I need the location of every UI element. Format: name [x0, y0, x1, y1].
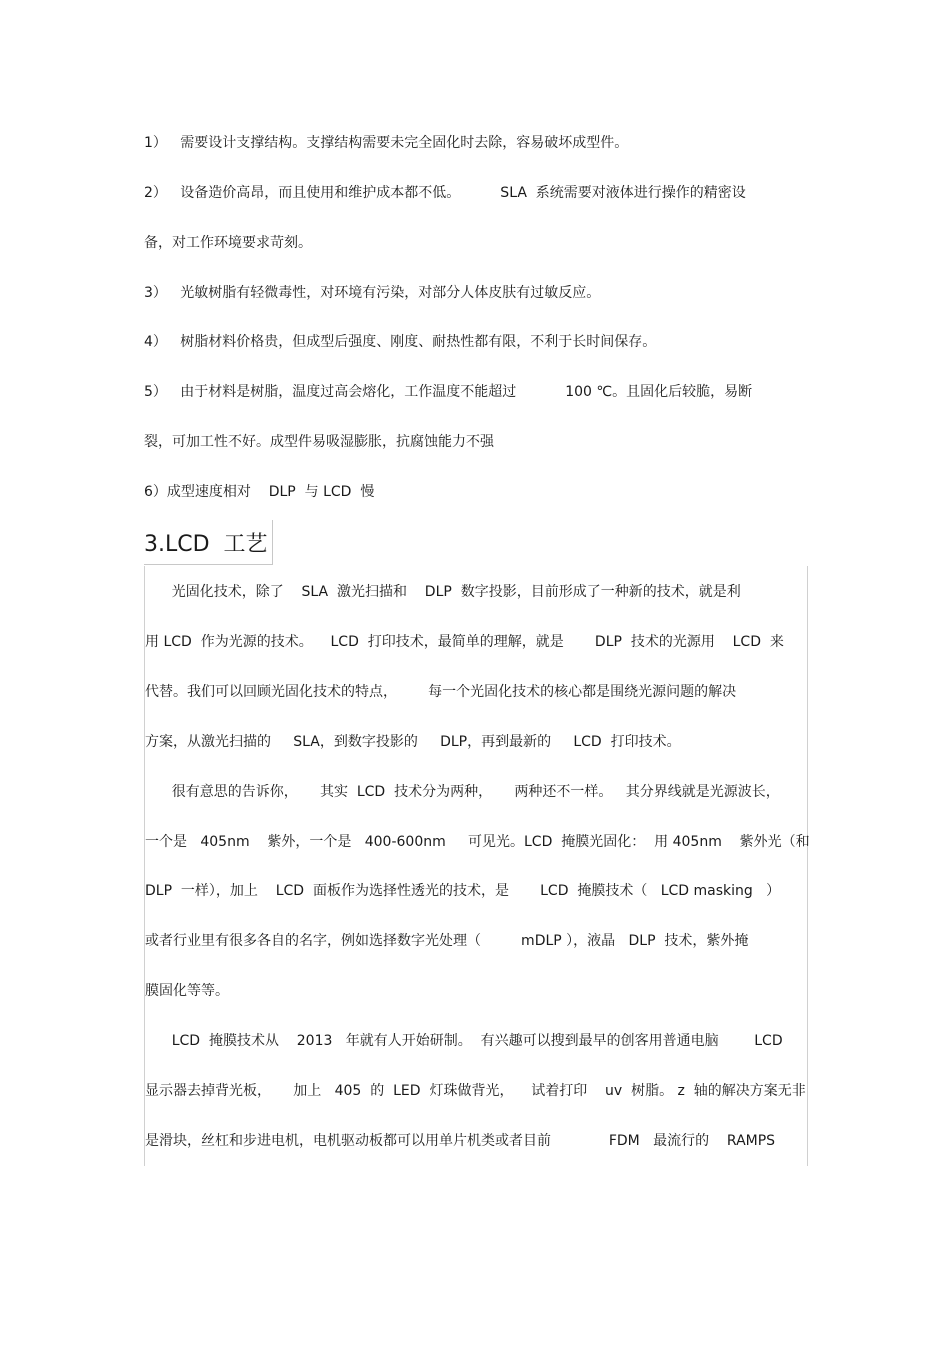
body-line: 代替。我们可以回顾光固化技术的特点， 每一个光固化技术的核心都是围绕光源问题的解决 [145, 684, 737, 700]
body-line: 膜固化等等。 [145, 983, 229, 999]
body-line: DLP 一样），加上 LCD 面板作为选择性透光的技术，是 LCD 掩膜技术（ LCD masking ） [145, 883, 781, 899]
body-line: 显示器去掉背光板， 加上 405 的 LED 灯珠做背光， 试着打印 uv 树脂。 z 轴的解决方案无非 [145, 1083, 806, 1099]
list-item: 2） 设备造价高昂，而且使用和维护成本都不低。 SLA 系统需要对液体进行操作的精密设 [144, 185, 746, 201]
body-line: LCD 掩膜技术从 2013 年就有人开始研制。 有兴趣可以搜到最早的创客用普通电脑 LCD [145, 1033, 783, 1049]
list-item: 4） 树脂材料价格贵，但成型后强度、刚度、耐热性都有限，不利于长时间保存。 [144, 334, 657, 350]
list-item: 裂，可加工性不好。成型件易吸湿膨胀，抗腐蚀能力不强 [144, 434, 494, 450]
body-line: 光固化技术，除了 SLA 激光扫描和 DLP 数字投影，目前形成了一种新的技术，就是利 [145, 584, 741, 600]
body-line: 一个是 405nm 紫外，一个是 400-600nm 可见光。LCD 掩膜光固化： 用 405nm 紫外光（和 [145, 834, 810, 850]
list-item: 5） 由于材料是树脂，温度过高会熔化，工作温度不能超过 100 ℃。且固化后较脆，易断 [144, 384, 753, 400]
body-line: 方案，从激光扫描的 SLA，到数字投影的 DLP，再到最新的 LCD 打印技术。 [145, 734, 681, 750]
list-item: 3） 光敏树脂有轻微毒性，对环境有污染，对部分人体皮肤有过敏反应。 [144, 285, 601, 301]
body-line: 或者行业里有很多各自的名字，例如选择数字光处理（ mDLP ），液晶 DLP 技术，紫外掩 [145, 933, 749, 949]
list-item: 6）成型速度相对 DLP 与 LCD 慢 [144, 484, 375, 500]
body-line: 是滑块，丝杠和步进电机，电机驱动板都可以用单片机类或者目前 FDM 最流行的 RAMPS [145, 1133, 776, 1149]
section-heading: 3.LCD 工艺 [144, 520, 273, 565]
body-text-box [144, 566, 808, 1166]
list-item: 1） 需要设计支撑结构。支撑结构需要未完全固化时去除，容易破坏成型件。 [144, 135, 629, 151]
body-line: 很有意思的告诉你， 其实 LCD 技术分为两种， 两种还不一样。 其分界线就是光源波长， [145, 784, 780, 800]
body-line: 用 LCD 作为光源的技术。 LCD 打印技术，最简单的理解，就是 DLP 技术的光源用 LCD 来 [145, 634, 784, 650]
list-item: 备，对工作环境要求苛刻。 [144, 235, 312, 251]
